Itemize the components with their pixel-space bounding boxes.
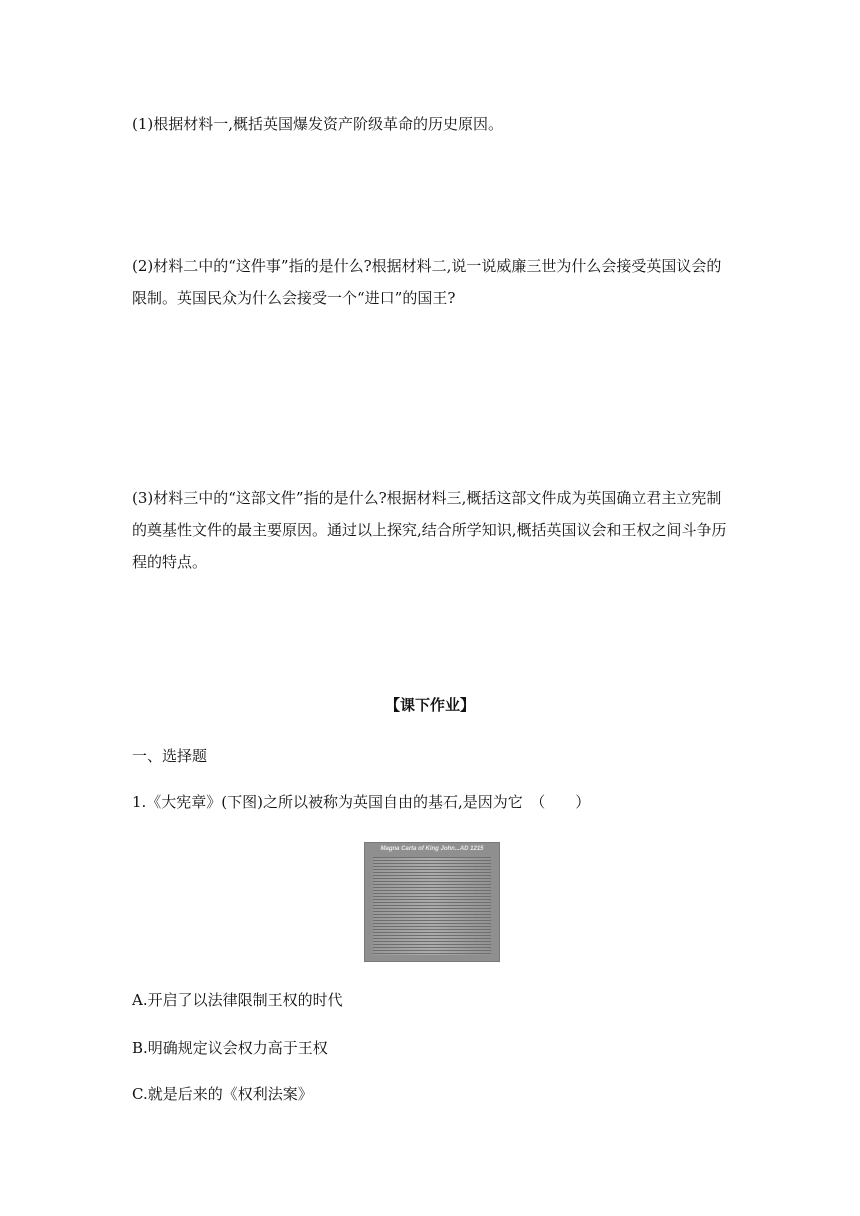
section-title: 【课下作业】 (384, 696, 475, 714)
image-caption: Magna Carta of King John...AD 1215 (380, 846, 484, 852)
option-c: C.就是后来的《权利法案》 (132, 1085, 313, 1103)
question-1: (1)根据材料一,概括英国爆发资产阶级革命的历史原因。 (132, 115, 504, 133)
question-3: (3)材料三中的“这部文件”指的是什么?根据材料三,概括这部文件成为英国确立君主立宪制的奠基性文件的最主要原因。通过以上探究,结合所学知识,概括英国议会和王权之间斗争历程的特点。 (132, 489, 727, 571)
subsection-heading: 一、选择题 (132, 747, 208, 765)
question-2: (2)材料二中的“这件事”指的是什么?根据材料二,说一说威廉三世为什么会接受英国议会的限制。英国民众为什么会接受一个“进口”的国王? (132, 257, 722, 307)
question-stem: 1.《大宪章》(下图)之所以被称为英国自由的基石,是因为它 （ ） (132, 793, 591, 811)
document-text-lines (373, 857, 491, 955)
option-a: A.开启了以法律限制王权的时代 (132, 991, 343, 1009)
magna-carta-image (364, 842, 500, 962)
option-b: B.明确规定议会权力高于王权 (132, 1039, 328, 1057)
